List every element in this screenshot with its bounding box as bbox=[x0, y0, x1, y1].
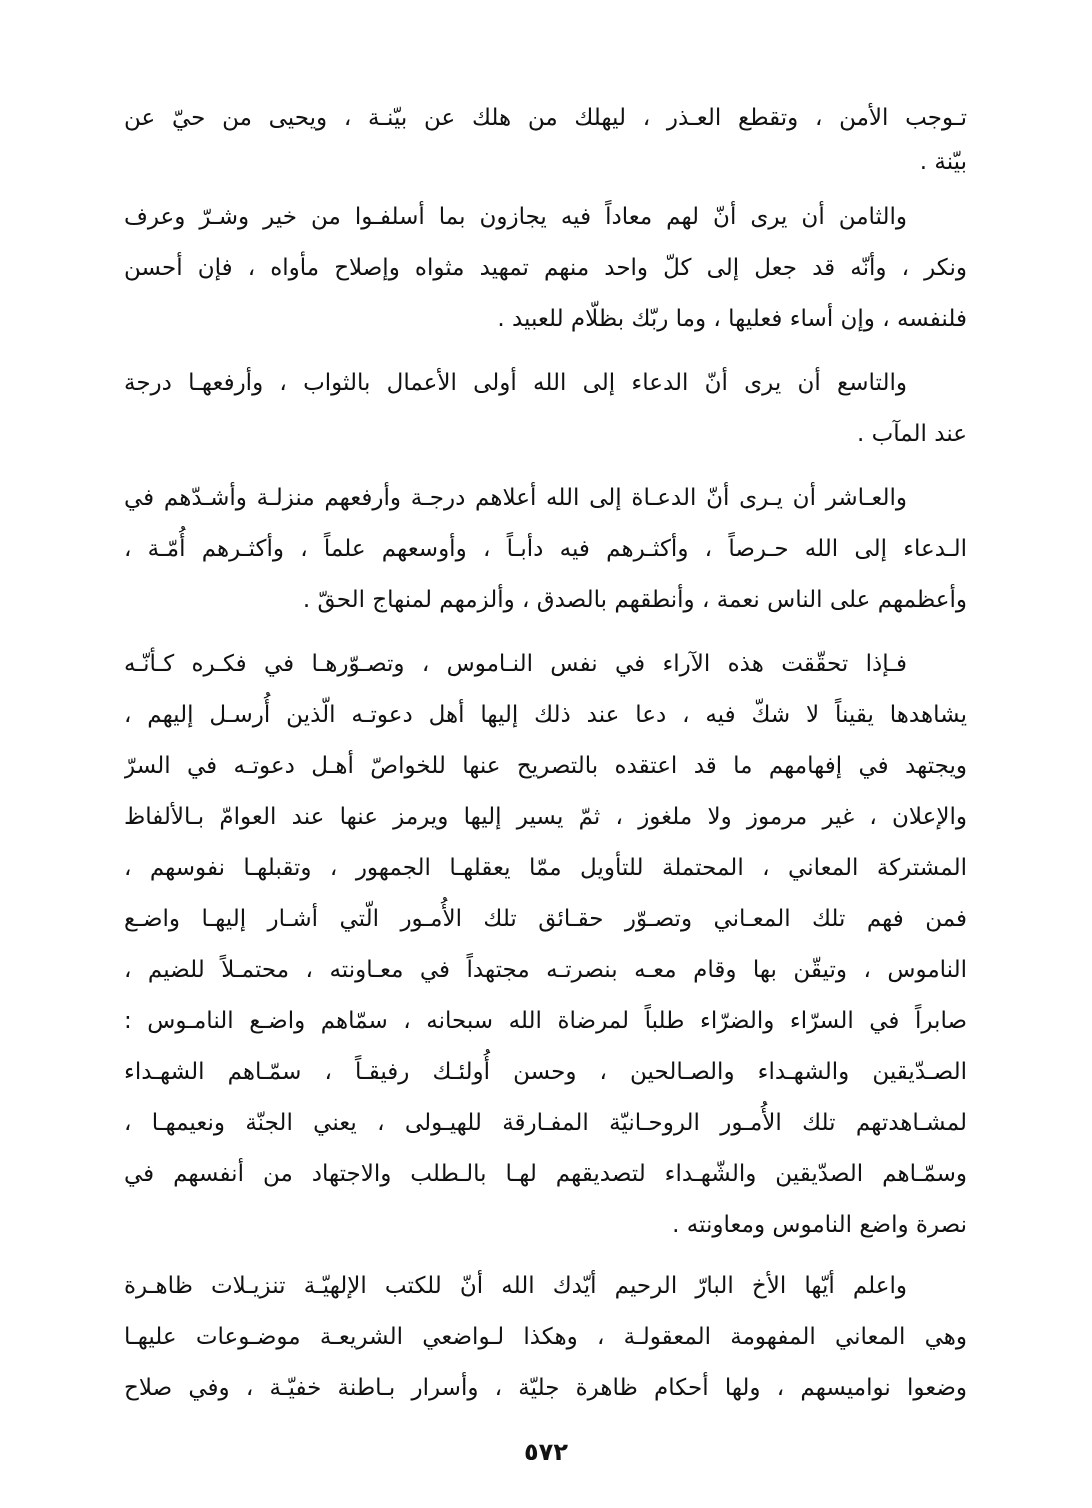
text-line: عند المآب . bbox=[856, 421, 967, 447]
paragraph bbox=[124, 192, 967, 345]
text-line: وضعوا نواميسهم ، ولها أحكام ظاهرة جليّة ، وأسرار بـاطنة خفيّـة ، وفي صلاح bbox=[124, 1375, 967, 1401]
text-line: الصـدّيقين والشهـداء والصـالحين ، وحسن أُولئـك رفيقـاً ، سمّـاهم الشهـداء bbox=[124, 1059, 967, 1085]
text-line: وهي المعاني المفهومة المعقولـة ، وهكذا لـواضعي الشريعـة موضـوعات عليهـا bbox=[124, 1324, 967, 1350]
text-line: والعـاشر أن يـرى أنّ الدعـاة إلى الله أعلاهم درجـة وأرفعهم منزلـة وأشـدّهم في bbox=[124, 485, 907, 511]
text-line: صابراً في السرّاء والضرّاء طلباً لمرضاة الله سبحانه ، سمّاهم واضـع النامـوس : bbox=[124, 1008, 967, 1034]
text-line: والتاسع أن يرى أنّ الدعاء إلى الله أولى الأعمال بالثواب ، وأرفعهـا درجة bbox=[124, 370, 907, 396]
paragraph bbox=[124, 96, 967, 184]
text-line: والثامن أن يرى أنّ لهم معاداً فيه يجازون بما أسلفـوا من خير وشـرّ وعرف bbox=[124, 204, 907, 230]
text-line: ويجتهد في إفهامهم ما قد اعتقده بالتصريح عنها للخواصّ أهـل دعوتـه في السرّ bbox=[124, 753, 967, 779]
text-line: لمشـاهدتهم تلك الأُمـور الروحـانيّة المفـارقة للهيـولى ، يعني الجنّة ونعيمهـا ، bbox=[124, 1110, 967, 1136]
text-line: فلنفسه ، وإن أساء فعليها ، وما ربّك بظلّام للعبيد . bbox=[497, 306, 967, 332]
paragraph bbox=[124, 358, 967, 460]
text-line: والإعلان ، غير مرموز ولا ملغوز ، ثمّ يسير إليها ويرمز عنها عند العوامّ بـالألفاظ bbox=[124, 804, 967, 830]
text-line: وأعظمهم على الناس نعمة ، وأنطقهم بالصدق ، وألزمهم لمنهاج الحقّ . bbox=[302, 587, 967, 613]
text-line: تـوجب الأمن ، وتقطع العـذر ، ليهلك من هلك عن بيّنـة ، ويحيى من حيّ عن bbox=[124, 105, 967, 131]
text-line: نصرة واضع الناموس ومعاونته . bbox=[672, 1212, 967, 1238]
text-line: الـدعاء إلى الله حـرصاً ، وأكثـرهم فيه دأبـاً ، وأوسعهم علماً ، وأكثـرهم أُمّـة ، bbox=[124, 536, 967, 562]
paragraph bbox=[124, 639, 967, 1251]
paragraph bbox=[124, 1261, 967, 1414]
text-line: ونكر ، وأنّه قد جعل إلى كلّ واحد منهم تمهيد مثواه وإصلاح مأواه ، فإن أحسن bbox=[124, 255, 967, 281]
text-line: بيّنة . bbox=[919, 149, 967, 175]
text-line: وسمّـاهم الصدّيقين والشّهـداء لتصديقهم لهـا بالـطلب والاجتهاد من أنفسهم في bbox=[124, 1161, 967, 1187]
text-line: يشاهدها يقيناً لا شكّ فيه ، دعا عند ذلك إليها أهل دعوتـه الّذين أُرسـل إليهم ، bbox=[124, 702, 967, 728]
text-line: فمن فهم تلك المعـاني وتصـوّر حقـائق تلك الأُمـور الّتي أشـار إليهـا واضـع bbox=[124, 906, 967, 932]
page-number: ٥٧٢ bbox=[524, 1438, 568, 1466]
text-block bbox=[124, 96, 967, 1414]
paragraph bbox=[124, 473, 967, 626]
text-line: المشتركة المعاني ، المحتملة للتأويل ممّا يعقلهـا الجمهور ، وتقبلهـا نفوسهم ، bbox=[124, 855, 967, 881]
text-line: الناموس ، وتيقّن بها وقام معـه بنصرتـه مجتهداً في معـاونته ، محتمـلاً للضيم ، bbox=[124, 957, 967, 983]
text-line: فـإذا تحقّقت هذه الآراء في نفس النـاموس ، وتصـوّرهـا في فكـره كـأنّـه bbox=[124, 651, 907, 677]
text-line: واعلم أيّها الأخ البارّ الرحيم أيّدك الله أنّ للكتب الإلهيّـة تنزيـلات ظاهـرة bbox=[124, 1273, 907, 1299]
